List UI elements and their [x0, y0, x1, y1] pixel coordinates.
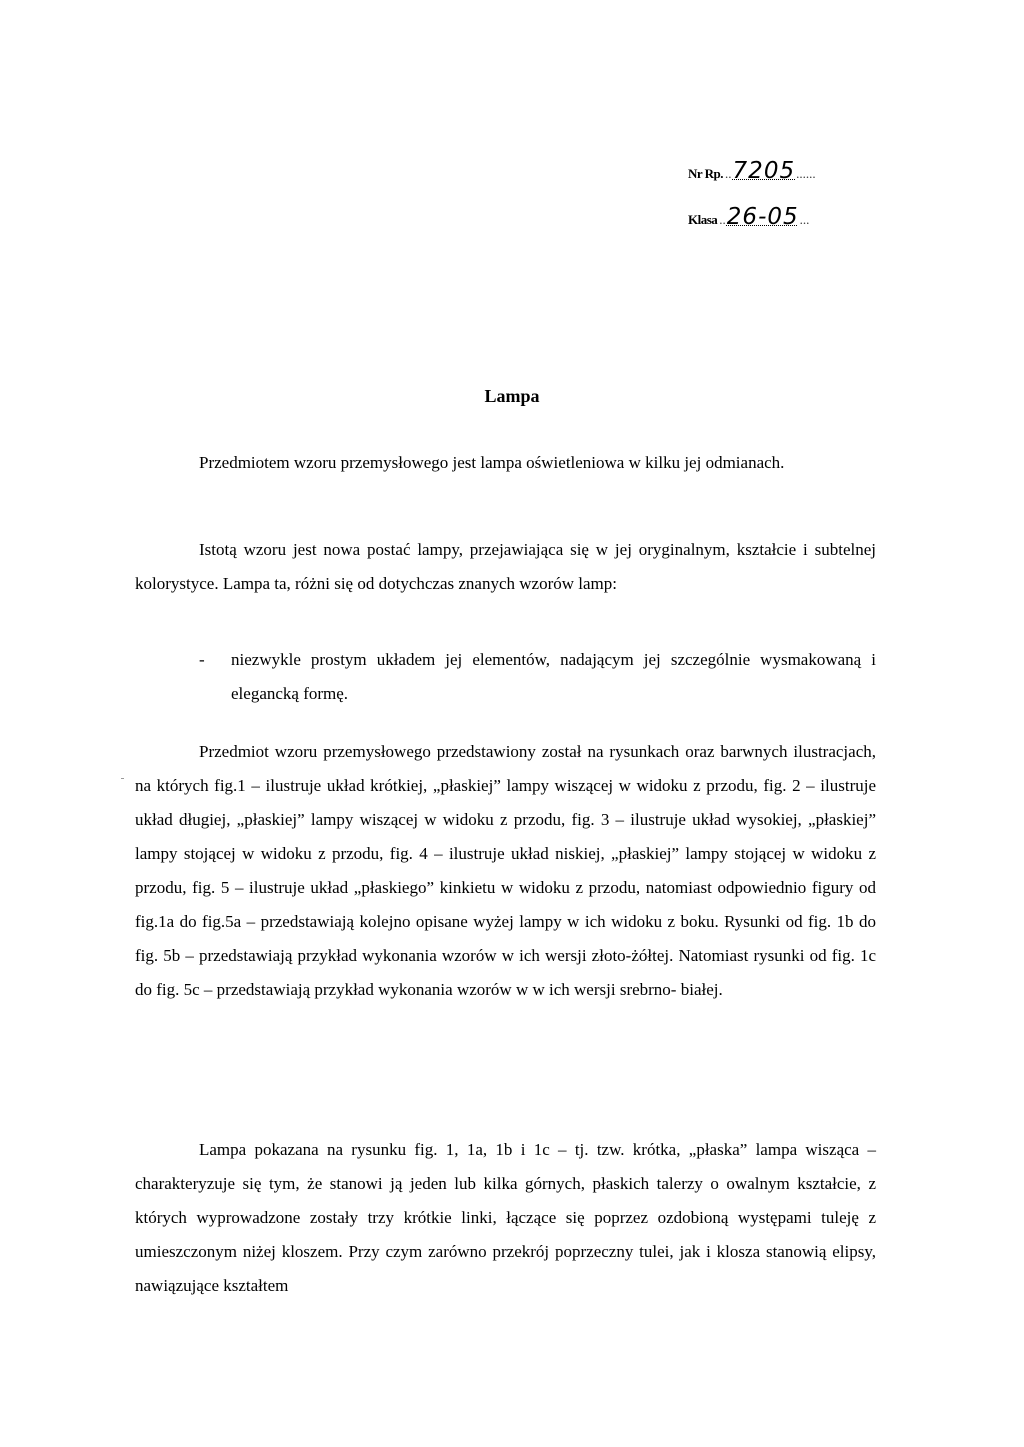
- registry-class-line: [688, 204, 858, 250]
- paragraph-figures: Przedmiot wzoru przemysłowego przedstawiony został na rysunkach oraz barwnych ilustracjach, na których fig.1 – ilustruje układ krótkiej, „płaskiej” lampy wiszącej w widoku z przodu, fig. 2 – ilustruje układ długiej, „płaskiej” lampy wiszącej w widoku z przodu, fig. 3 – ilustruje układ wysokiej, „płaskiej” lampy stojącej w widoku z przodu, fig. 4 – ilustruje układ niskiej, „płaskiej” lampy stojącej w widoku z przodu, fig. 5 – ilustruje układ „płaskiego” kinkietu w widoku z przodu, natomiast odpowiednio figury od fig.1a do fig.5a – przedstawiają kolejno opisane wyżej lampy w ich widoku z boku. Rysunki od fig. 1b do fig. 5b – przedstawiają przykład wykonania wzorów w ich wersji złoto-żółtej. Natomiast rysunki od fig. 1c do fig. 5c – przedstawiają przykład wykonania wzorów w w ich wersji srebrno- białej.: [135, 742, 876, 999]
- registry-class-label: Klasa: [688, 212, 718, 227]
- bullet-text: niezwykle prostym układem jej elementów, nadającym jej szczególnie wysmakowaną i elegancką formę.: [231, 650, 876, 703]
- registry-stamp: [688, 158, 858, 250]
- paragraph-essence: Istotą wzoru jest nowa postać lampy, przejawiająca się w jej oryginalnym, kształcie i subtelnej kolorystyce. Lampa ta, różni się od dotychczas znanych wzorów lamp:: [135, 540, 876, 593]
- registry-number-dots-after: ......: [796, 166, 816, 181]
- list-item: [199, 643, 876, 711]
- bullet-dash: -: [199, 650, 205, 669]
- registry-number-line: [688, 158, 858, 204]
- paragraph-lamp-description: Lampa pokazana na rysunku fig. 1, 1a, 1b i 1c – tj. tzw. krótka, „płaska” lampa wisząca – charakteryzuje się tym, że stanowi ją jeden lub kilka górnych, płaskich talerzy o owalnym kształcie, z których wyprowadzone zostały trzy krótkie linki, łączące się poprzez ozdobioną występami tuleję z umieszczonym niżej kloszem. Przy czym zarówno przekrój poprzeczny tulei, jak i klosza stanowią elipsy, nawiązujące kształtem: [135, 1140, 876, 1295]
- registry-class-value: 26-05: [726, 204, 799, 230]
- registry-class-dots-before: ..: [719, 212, 726, 227]
- document-title: Lampa: [484, 386, 540, 406]
- registry-class-dots-after: ...: [799, 212, 810, 227]
- registry-number-label: Nr Rp.: [688, 166, 724, 181]
- paragraph-subject: Przedmiotem wzoru przemysłowego jest lampa oświetleniowa w kilku jej odmianach.: [199, 453, 785, 472]
- registry-number-value: 7205: [732, 158, 796, 184]
- registry-number-dots-before: ..: [725, 166, 732, 181]
- margin-mark: [121, 778, 124, 779]
